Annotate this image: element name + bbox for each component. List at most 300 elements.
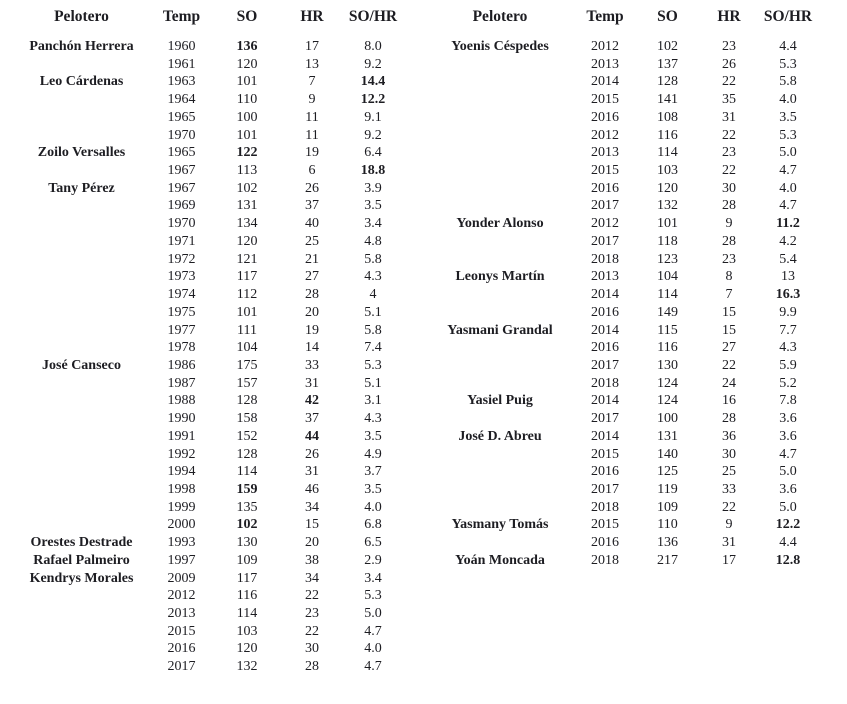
cell-sohr: 3.5 (364, 198, 382, 214)
cell-sohr: 4.7 (779, 198, 797, 214)
cell-so: 149 (657, 304, 678, 320)
cell-so: 112 (236, 287, 258, 303)
cell-sohr: 4.0 (364, 499, 382, 515)
table-row (430, 428, 815, 446)
cell-hr: 25 (722, 464, 736, 480)
cell-player: Kendrys Morales (29, 570, 134, 586)
table-row (430, 357, 815, 375)
table-row (3, 233, 415, 251)
cell-sohr: 5.1 (364, 304, 382, 320)
cell-so: 117 (236, 570, 258, 586)
cell-sohr: 9.2 (364, 127, 382, 143)
table-row (430, 392, 815, 410)
table-row (430, 38, 815, 56)
cell-hr: 46 (305, 481, 319, 497)
cell-sohr: 7.7 (779, 322, 797, 338)
cell-hr: 37 (305, 411, 319, 427)
cell-temp: 1992 (167, 446, 196, 462)
cell-player: Panchón Herrera (29, 39, 134, 54)
table-body (430, 38, 815, 570)
table-row (430, 73, 815, 91)
cell-so: 116 (236, 588, 258, 604)
cell-player: Yasmani Grandal (447, 322, 553, 338)
table-row (3, 162, 415, 180)
cell-sohr: 7.8 (779, 393, 797, 409)
cell-so: 135 (236, 499, 258, 515)
cell-hr: 30 (722, 180, 736, 196)
cell-so: 123 (657, 251, 678, 267)
cell-hr: 30 (305, 641, 319, 657)
cell-temp: 1990 (167, 411, 196, 427)
cell-sohr: 4.3 (779, 340, 797, 356)
cell-so: 114 (657, 145, 678, 161)
cell-temp: 1973 (167, 269, 196, 285)
column-header-sohr: SO/HR (763, 7, 813, 25)
table-row (430, 127, 815, 145)
column-header-hr: HR (717, 7, 741, 25)
table-row (430, 197, 815, 215)
cell-hr: 20 (305, 304, 319, 320)
table-row (3, 109, 415, 127)
cell-so: 100 (657, 411, 678, 427)
cell-hr: 9 (308, 92, 316, 108)
table-row (430, 251, 815, 269)
cell-sohr: 3.5 (364, 428, 382, 444)
cell-sohr: 4.4 (779, 535, 797, 551)
table-row (3, 392, 415, 410)
cell-hr: 27 (722, 340, 736, 356)
cell-hr: 33 (305, 357, 319, 373)
cell-so: 141 (657, 92, 678, 108)
table-row (430, 91, 815, 109)
table-row (3, 410, 415, 428)
cell-temp: 2017 (591, 481, 619, 497)
cell-so: 120 (657, 180, 678, 196)
cell-so: 101 (236, 127, 258, 143)
cell-sohr: 9.1 (364, 109, 382, 125)
table-row (3, 322, 415, 340)
cell-so: 100 (236, 109, 258, 125)
cell-temp: 1964 (167, 92, 196, 108)
table-row (430, 499, 815, 517)
table-row (3, 251, 415, 269)
cell-temp: 2013 (591, 145, 619, 161)
cell-sohr: 5.4 (779, 251, 797, 267)
cell-temp: 2014 (591, 393, 619, 409)
cell-sohr: 4 (369, 287, 377, 303)
cell-temp: 2014 (591, 428, 619, 444)
cell-hr: 35 (722, 92, 736, 108)
cell-sohr: 4.2 (779, 233, 797, 249)
cell-hr: 25 (305, 233, 319, 249)
cell-sohr: 5.2 (779, 375, 797, 391)
cell-sohr: 6.4 (364, 145, 382, 161)
cell-so: 117 (236, 269, 258, 285)
cell-sohr: 5.0 (779, 464, 797, 480)
cell-so: 140 (657, 446, 678, 462)
cell-so: 128 (236, 446, 258, 462)
cell-temp: 2017 (591, 411, 619, 427)
cell-player: Yoenis Céspedes (451, 39, 549, 54)
table-row (430, 304, 815, 322)
cell-sohr: 4.0 (364, 641, 382, 657)
cell-temp: 2000 (167, 517, 196, 533)
table-row (430, 56, 815, 74)
cell-temp: 2015 (591, 92, 619, 108)
cell-hr: 28 (722, 198, 736, 214)
cell-sohr: 12.8 (775, 552, 801, 568)
cell-hr: 22 (305, 588, 319, 604)
cell-temp: 1991 (167, 428, 196, 444)
cell-hr: 17 (305, 39, 319, 54)
cell-hr: 23 (722, 145, 736, 161)
table-row (3, 658, 415, 676)
cell-sohr: 3.7 (364, 464, 382, 480)
cell-so: 108 (657, 109, 678, 125)
cell-player: Yonder Alonso (456, 216, 544, 232)
strikeout-table-right (430, 6, 815, 570)
cell-temp: 1970 (167, 216, 196, 232)
table-row (3, 197, 415, 215)
cell-sohr: 14.4 (360, 74, 386, 90)
cell-temp: 1999 (167, 499, 196, 515)
table-row (3, 144, 415, 162)
cell-sohr: 5.3 (779, 56, 797, 72)
cell-temp: 1963 (167, 74, 196, 90)
cell-hr: 15 (305, 517, 319, 533)
table-row (3, 375, 415, 393)
cell-so: 158 (236, 411, 258, 427)
cell-so: 101 (236, 304, 258, 320)
cell-sohr: 12.2 (775, 517, 801, 533)
cell-hr: 26 (305, 180, 319, 196)
cell-hr: 31 (305, 464, 319, 480)
table-row (3, 304, 415, 322)
cell-temp: 2015 (591, 446, 619, 462)
cell-so: 109 (657, 499, 678, 515)
cell-hr: 11 (305, 127, 319, 143)
cell-so: 217 (657, 552, 678, 568)
table-row (3, 446, 415, 464)
cell-sohr: 4.4 (779, 39, 797, 54)
cell-sohr: 3.6 (779, 481, 797, 497)
cell-temp: 2017 (167, 659, 196, 675)
strikeout-table-left (3, 6, 415, 676)
table-row (3, 481, 415, 499)
cell-hr: 40 (305, 216, 319, 232)
cell-sohr: 5.3 (364, 357, 382, 373)
cell-so: 134 (236, 216, 258, 232)
cell-hr: 28 (722, 233, 736, 249)
table-row (3, 38, 415, 56)
cell-temp: 1994 (167, 464, 196, 480)
table-row (430, 109, 815, 127)
cell-hr: 21 (305, 251, 319, 267)
cell-player: Tany Pérez (48, 180, 115, 196)
cell-sohr: 5.8 (364, 322, 382, 338)
cell-temp: 1970 (167, 127, 196, 143)
table-row (430, 552, 815, 570)
cell-sohr: 4.7 (364, 623, 382, 639)
table-row (430, 339, 815, 357)
table-row (430, 286, 815, 304)
cell-hr: 26 (305, 446, 319, 462)
table-row (430, 463, 815, 481)
cell-hr: 23 (722, 39, 736, 54)
cell-hr: 22 (722, 499, 736, 515)
cell-so: 130 (657, 357, 678, 373)
cell-hr: 30 (722, 446, 736, 462)
cell-temp: 1988 (167, 393, 196, 409)
cell-so: 175 (236, 357, 258, 373)
cell-temp: 1971 (167, 233, 196, 249)
cell-sohr: 4.0 (779, 92, 797, 108)
cell-so: 124 (657, 393, 678, 409)
cell-sohr: 3.6 (779, 411, 797, 427)
cell-sohr: 4.3 (364, 411, 382, 427)
column-header-temp: Temp (586, 7, 624, 25)
table-row (3, 286, 415, 304)
table-row (3, 73, 415, 91)
cell-temp: 1997 (167, 552, 196, 568)
cell-so: 120 (236, 641, 258, 657)
cell-so: 113 (236, 163, 258, 179)
cell-sohr: 9.2 (364, 56, 382, 72)
cell-so: 101 (236, 74, 258, 90)
table-row (3, 180, 415, 198)
cell-sohr: 16.3 (775, 287, 801, 303)
table-row (430, 162, 815, 180)
table-row (430, 516, 815, 534)
cell-hr: 22 (722, 357, 736, 373)
cell-so: 132 (657, 198, 678, 214)
cell-sohr: 13 (781, 269, 795, 285)
cell-so: 114 (657, 287, 678, 303)
cell-so: 137 (657, 56, 678, 72)
cell-sohr: 6.5 (364, 535, 382, 551)
cell-hr: 8 (725, 269, 733, 285)
cell-so: 110 (236, 92, 258, 108)
cell-temp: 2018 (591, 375, 619, 391)
cell-temp: 2016 (167, 641, 196, 657)
cell-hr: 31 (722, 109, 736, 125)
table-row (3, 552, 415, 570)
cell-temp: 1972 (167, 251, 196, 267)
table-row (3, 56, 415, 74)
table-row (430, 481, 815, 499)
cell-so: 111 (237, 322, 257, 338)
cell-temp: 2013 (591, 56, 619, 72)
cell-temp: 1965 (167, 145, 196, 161)
cell-so: 159 (236, 481, 258, 497)
cell-hr: 37 (305, 198, 319, 214)
cell-sohr: 3.5 (364, 481, 382, 497)
cell-hr: 9 (725, 517, 733, 533)
table-row (3, 605, 415, 623)
cell-player: Zoilo Versalles (37, 145, 126, 161)
cell-so: 110 (657, 517, 678, 533)
cell-hr: 44 (305, 428, 319, 444)
cell-player: Leo Cárdenas (39, 74, 124, 90)
cell-hr: 15 (722, 322, 736, 338)
cell-sohr: 5.0 (364, 606, 382, 621)
table-header (3, 6, 415, 27)
cell-sohr: 2.9 (364, 552, 382, 568)
table-row (430, 375, 815, 393)
cell-sohr: 6.8 (364, 517, 382, 533)
cell-temp: 2009 (167, 570, 196, 586)
cell-hr: 24 (722, 375, 736, 391)
table-row (3, 640, 415, 658)
cell-temp: 1986 (167, 357, 196, 373)
table-row (3, 534, 415, 552)
cell-temp: 2015 (167, 623, 196, 639)
cell-temp: 2018 (591, 552, 619, 568)
cell-temp: 1978 (167, 340, 196, 356)
cell-sohr: 3.1 (364, 393, 382, 409)
cell-temp: 2015 (591, 163, 619, 179)
cell-player: José Canseco (42, 357, 121, 373)
cell-sohr: 3.5 (779, 109, 797, 125)
cell-sohr: 11.2 (776, 216, 800, 232)
cell-temp: 1960 (167, 39, 196, 54)
column-header-sohr: SO/HR (348, 7, 398, 25)
cell-sohr: 4.7 (364, 659, 382, 675)
cell-temp: 2018 (591, 251, 619, 267)
cell-hr: 16 (722, 393, 736, 409)
cell-sohr: 4.9 (364, 446, 382, 462)
table-row (3, 339, 415, 357)
table-row (3, 268, 415, 286)
cell-temp: 2012 (591, 39, 619, 54)
column-header-pelotero: Pelotero (472, 7, 528, 25)
cell-so: 136 (657, 535, 678, 551)
cell-sohr: 5.0 (779, 499, 797, 515)
cell-so: 121 (236, 251, 258, 267)
cell-sohr: 5.8 (364, 251, 382, 267)
cell-sohr: 5.0 (779, 145, 797, 161)
table-row (3, 623, 415, 641)
cell-sohr: 4.7 (779, 163, 797, 179)
cell-hr: 27 (305, 269, 319, 285)
cell-temp: 1965 (167, 109, 196, 125)
table-header (430, 6, 815, 27)
cell-sohr: 9.9 (779, 304, 797, 320)
cell-so: 104 (657, 269, 678, 285)
cell-so: 128 (236, 393, 258, 409)
cell-so: 109 (236, 552, 258, 568)
cell-so: 152 (236, 428, 258, 444)
cell-temp: 2016 (591, 464, 619, 480)
cell-hr: 7 (725, 287, 733, 303)
cell-hr: 36 (722, 428, 736, 444)
cell-temp: 1961 (167, 56, 196, 72)
table-row (3, 357, 415, 375)
cell-so: 102 (657, 39, 678, 54)
cell-sohr: 5.3 (779, 127, 797, 143)
cell-so: 119 (657, 481, 678, 497)
cell-temp: 2013 (591, 269, 619, 285)
cell-player: Leonys Martín (455, 269, 545, 285)
cell-temp: 2016 (591, 180, 619, 196)
table-body (3, 38, 415, 676)
cell-hr: 19 (305, 322, 319, 338)
cell-so: 131 (236, 198, 258, 214)
cell-so: 114 (236, 606, 258, 621)
cell-hr: 22 (722, 163, 736, 179)
cell-hr: 34 (305, 570, 319, 586)
cell-so: 102 (236, 517, 258, 533)
cell-hr: 28 (722, 411, 736, 427)
cell-player: José D. Abreu (458, 428, 542, 444)
cell-player: Rafael Palmeiro (33, 552, 130, 568)
cell-temp: 1993 (167, 535, 196, 551)
table-row (430, 233, 815, 251)
table-row (430, 180, 815, 198)
cell-so: 132 (236, 659, 258, 675)
cell-so: 104 (236, 340, 258, 356)
cell-temp: 2013 (167, 606, 196, 621)
cell-temp: 2016 (591, 304, 619, 320)
column-header-so: SO (236, 7, 258, 25)
cell-so: 120 (236, 56, 258, 72)
cell-hr: 22 (305, 623, 319, 639)
table-row (430, 446, 815, 464)
cell-temp: 2012 (167, 588, 196, 604)
table-row (430, 268, 815, 286)
cell-so: 101 (657, 216, 678, 232)
cell-hr: 17 (722, 552, 736, 568)
cell-sohr: 7.4 (364, 340, 382, 356)
cell-sohr: 12.2 (360, 92, 386, 108)
cell-player: Yasmany Tomás (451, 517, 549, 533)
cell-temp: 1975 (167, 304, 196, 320)
cell-hr: 23 (722, 251, 736, 267)
cell-temp: 2017 (591, 198, 619, 214)
cell-so: 157 (236, 375, 258, 391)
cell-hr: 6 (308, 163, 316, 179)
cell-player: Yoán Moncada (455, 552, 545, 568)
cell-hr: 23 (305, 606, 319, 621)
cell-hr: 28 (305, 287, 319, 303)
cell-so: 116 (657, 127, 678, 143)
cell-sohr: 5.8 (779, 74, 797, 90)
cell-hr: 31 (305, 375, 319, 391)
cell-so: 116 (657, 340, 678, 356)
cell-hr: 20 (305, 535, 319, 551)
table-row (3, 499, 415, 517)
cell-hr: 19 (305, 145, 319, 161)
cell-hr: 28 (305, 659, 319, 675)
cell-so: 114 (236, 464, 258, 480)
table-row (3, 127, 415, 145)
cell-sohr: 3.4 (364, 570, 382, 586)
cell-temp: 1967 (167, 180, 196, 196)
table-row (430, 534, 815, 552)
cell-so: 136 (236, 39, 258, 54)
cell-so: 103 (236, 623, 258, 639)
cell-hr: 14 (305, 340, 319, 356)
table-row (3, 428, 415, 446)
table-row (430, 322, 815, 340)
table-row (3, 91, 415, 109)
cell-temp: 2015 (591, 517, 619, 533)
cell-temp: 1987 (167, 375, 196, 391)
cell-temp: 1998 (167, 481, 196, 497)
cell-hr: 31 (722, 535, 736, 551)
cell-sohr: 4.7 (779, 446, 797, 462)
cell-temp: 2012 (591, 127, 619, 143)
